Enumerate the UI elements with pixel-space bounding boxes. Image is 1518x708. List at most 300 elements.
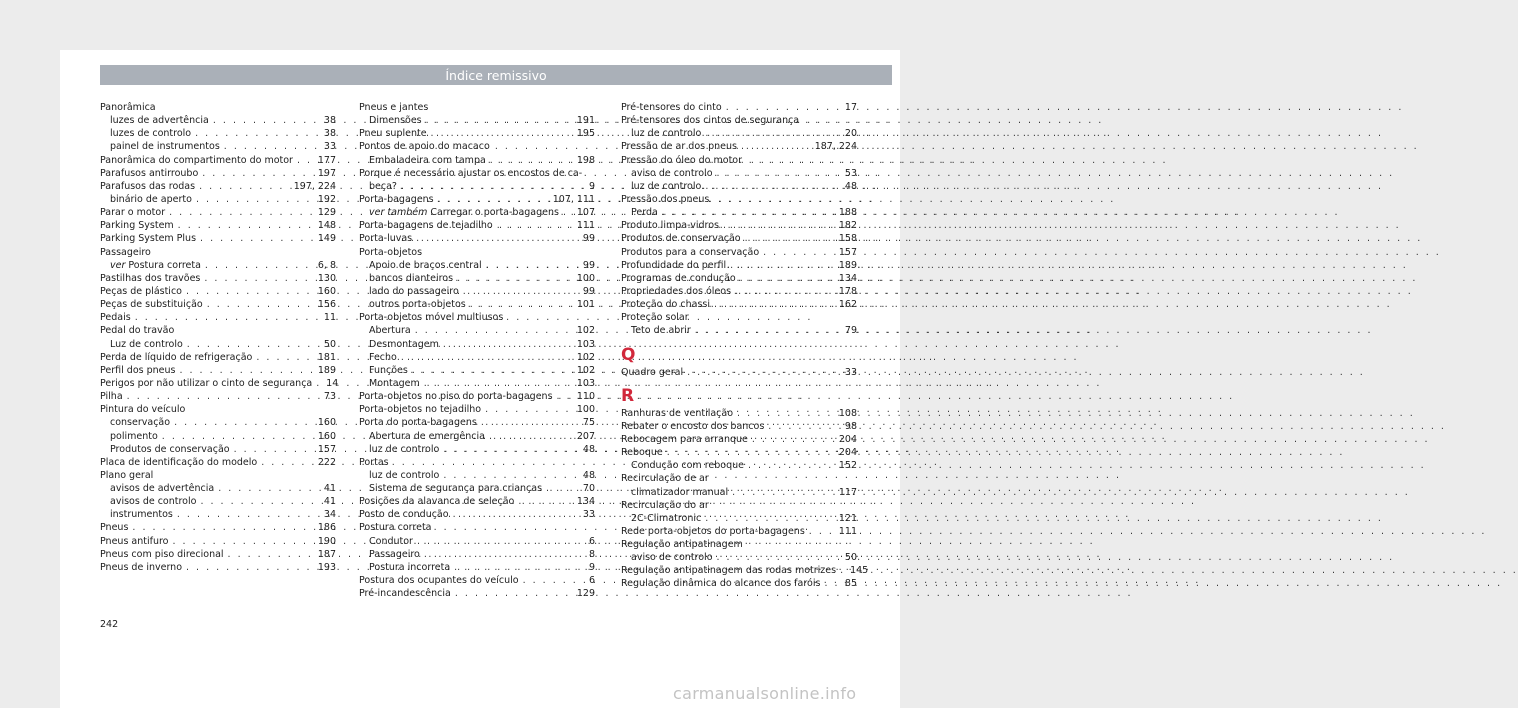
- dot-leader: [316, 377, 322, 390]
- entry-label: [359, 311, 503, 324]
- entry-label: [100, 403, 185, 416]
- entry-text: binário de aperto: [110, 193, 192, 205]
- entry-text: Pneus com piso direcional: [100, 548, 224, 560]
- entry-label: [369, 154, 486, 167]
- entry-text: Ranhuras de ventilação: [621, 407, 734, 419]
- entry-text: Pedais: [100, 312, 131, 324]
- index-subentry: [621, 206, 857, 219]
- dot-leader: [187, 338, 320, 351]
- entry-label: [621, 499, 709, 512]
- entry-page-number: 48: [844, 180, 857, 192]
- index-entry: [621, 154, 857, 167]
- entry-page-number: 186: [317, 522, 336, 534]
- dot-leader: [470, 298, 573, 311]
- entry-label: [621, 366, 683, 379]
- index-subentry: [621, 512, 857, 525]
- entry-text: Pontos de apoio do macaco: [359, 141, 490, 153]
- index-entry: [100, 324, 336, 337]
- entry-label: [369, 561, 450, 574]
- index-subentry: [359, 364, 595, 377]
- index-subentry: [621, 127, 857, 140]
- dot-leader: [497, 219, 573, 232]
- entry-page-number: 162: [838, 299, 857, 311]
- dot-leader: [204, 272, 313, 285]
- index-entry: [621, 101, 857, 114]
- index-entry: [100, 403, 336, 416]
- entry-label: [100, 101, 156, 114]
- index-entry: [100, 469, 336, 482]
- index-entry: [621, 311, 857, 324]
- entry-label: [369, 338, 439, 351]
- entry-page-number: 121: [838, 512, 857, 524]
- entry-page-number: 111: [576, 220, 595, 232]
- entry-page-number: 204: [838, 433, 857, 445]
- index-entry: [621, 499, 857, 512]
- entry-text: 2C-Climatronic: [631, 512, 702, 524]
- index-entry: [100, 535, 336, 548]
- index-subentry: [100, 508, 336, 521]
- dot-leader: [546, 482, 579, 495]
- index-entry: [621, 420, 857, 433]
- entry-page-number: 160: [317, 285, 336, 297]
- entry-text: Peças de plástico: [100, 285, 182, 297]
- index-subentry: [359, 154, 595, 167]
- index-entry: [359, 140, 595, 153]
- entry-text: Pneus de inverno: [100, 561, 183, 573]
- index-entry: [621, 219, 857, 232]
- entry-page-number: 102: [576, 364, 595, 376]
- entry-label: [100, 469, 153, 482]
- entry-page-number: 14: [326, 377, 339, 389]
- entry-text: Rede porta-objetos do porta-bagagens: [621, 525, 805, 537]
- dot-leader: [401, 180, 585, 193]
- dot-leader: [726, 101, 841, 114]
- entry-text: Parafusos das rodas: [100, 180, 196, 192]
- entry-page-number: 207: [576, 430, 595, 442]
- entry-text: Parking System Plus: [100, 233, 197, 245]
- dot-leader: [705, 127, 841, 140]
- entry-page-number: 107: [576, 207, 595, 219]
- entry-text: Sistema de segurança para crianças: [369, 483, 543, 495]
- entry-label: [369, 443, 439, 456]
- index-page: [60, 50, 900, 708]
- dot-leader: [563, 206, 573, 219]
- index-entry: [100, 311, 336, 324]
- entry-label: [100, 521, 128, 534]
- index-subentry: [359, 430, 595, 443]
- entry-label: [110, 114, 209, 127]
- entry-page-number: 181: [317, 351, 336, 363]
- entry-label: [100, 272, 200, 285]
- entry-label: [359, 390, 553, 403]
- entry-label: [631, 127, 701, 140]
- entry-page-number: 48: [582, 443, 595, 455]
- entry-text: Abertura: [369, 325, 411, 337]
- entry-label: [369, 324, 411, 337]
- entry-label: [631, 180, 701, 193]
- entry-label: [359, 232, 412, 245]
- entry-page-number: 99: [582, 259, 595, 271]
- dot-leader: [416, 232, 579, 245]
- index-subentry: [359, 351, 595, 364]
- entry-label: [621, 193, 709, 206]
- entry-text: Porta-objetos móvel multiusos: [359, 312, 504, 324]
- entry-text: Produtos de conservação: [621, 233, 741, 245]
- entry-label: [100, 364, 175, 377]
- index-entry: [621, 564, 869, 577]
- entry-page-number: 149: [317, 233, 336, 245]
- entry-label: [621, 538, 743, 551]
- entry-label: [100, 561, 182, 574]
- entry-text: Pré-incandescência: [359, 588, 451, 600]
- entry-text: Perfil dos pneus: [100, 364, 176, 376]
- entry-page-number: 34: [323, 509, 336, 521]
- entry-page-number: 204: [838, 447, 857, 459]
- index-entry: [621, 246, 857, 259]
- entry-text: Porta-objetos: [359, 246, 423, 258]
- entry-text: Pneus e jantes: [359, 101, 429, 113]
- entry-text: Parar o motor: [100, 207, 166, 219]
- dot-leader: [443, 338, 573, 351]
- dot-leader: [186, 285, 314, 298]
- dot-leader: [667, 446, 835, 459]
- entry-label: [359, 508, 449, 521]
- dot-leader: [195, 127, 320, 140]
- entry-label: [621, 285, 731, 298]
- entry-text: Proteção solar: [621, 312, 689, 324]
- entry-page-number: 157: [838, 246, 857, 258]
- entry-page-number: 102: [576, 351, 595, 363]
- entry-text: aviso de controlo: [631, 552, 713, 564]
- entry-label: [631, 324, 691, 337]
- dot-leader: [424, 377, 573, 390]
- entry-label: [100, 167, 198, 180]
- index-entry: [359, 416, 595, 429]
- entry-label: [110, 140, 220, 153]
- entry-page-number: 134: [838, 272, 857, 284]
- entry-label: [621, 140, 737, 153]
- dot-leader: [723, 219, 835, 232]
- index-subentry: [359, 114, 595, 127]
- index-entry: [100, 206, 336, 219]
- entry-label: [100, 311, 131, 324]
- entry-text: Luz de controlo: [110, 338, 183, 350]
- entry-text: Passageiro: [100, 246, 151, 258]
- entry-label: [631, 167, 713, 180]
- entry-label: [110, 508, 173, 521]
- entry-page-number: 157: [317, 443, 336, 455]
- entry-page-number: 130: [317, 272, 336, 284]
- entry-label: [631, 459, 744, 472]
- index-entry: [621, 446, 857, 459]
- index-subentry: [359, 443, 595, 456]
- entry-text: Pré-tensores dos cintos de segurança: [621, 115, 800, 127]
- index-entry: [621, 433, 857, 446]
- entry-text: luzes de advertência: [110, 115, 209, 127]
- index-subentry: [359, 338, 595, 351]
- entry-label: [100, 456, 257, 469]
- entry-label: [100, 232, 196, 245]
- index-entry: [100, 219, 336, 232]
- entry-page-number: 100: [576, 272, 595, 284]
- entry-label: [100, 351, 252, 364]
- entry-text: Pneus: [100, 522, 129, 534]
- entry-label: [631, 551, 713, 564]
- entry-text: luzes de controlo: [110, 128, 192, 140]
- entry-label: [621, 472, 709, 485]
- entry-text: Postura dos ocupantes do veículo: [359, 575, 519, 587]
- dot-leader: [174, 416, 314, 429]
- index-subentry: [359, 298, 595, 311]
- index-entry: [100, 390, 336, 403]
- entry-text: Regulação antipatinagem das rodas motrizes: [621, 565, 837, 577]
- entry-page-number: 197: [317, 167, 336, 179]
- entry-page-number: 53: [844, 167, 857, 179]
- dot-leader: [485, 403, 573, 416]
- entry-label: [100, 390, 123, 403]
- dot-leader: [714, 298, 835, 311]
- index-subentry: [100, 482, 336, 495]
- entry-page-number: 188: [838, 207, 857, 219]
- dot-leader: [481, 416, 579, 429]
- entry-text: polimento: [110, 430, 158, 442]
- index-subentry: [359, 324, 595, 337]
- entry-text: climatizador manual: [631, 486, 729, 498]
- dot-leader: [127, 390, 320, 403]
- dot-leader: [256, 351, 314, 364]
- entry-page-number: 41: [323, 496, 336, 508]
- entry-page-number: 98: [844, 420, 857, 432]
- entry-text: Montagem: [369, 377, 420, 389]
- index-column-1: [100, 101, 339, 574]
- entry-text: Pedal do travão: [100, 325, 175, 337]
- entry-page-number: 160: [317, 417, 336, 429]
- entry-label: [621, 219, 719, 232]
- entry-label: [100, 206, 165, 219]
- entry-text: Porta-objetos no piso do porta-bagagens: [359, 391, 553, 403]
- dot-leader: [463, 285, 579, 298]
- dot-leader: [415, 324, 573, 337]
- entry-text: Rebater o encosto dos bancos: [621, 420, 765, 432]
- entry-page-number: 191: [576, 115, 595, 127]
- index-entry: [100, 351, 336, 364]
- entry-page-number: 41: [323, 483, 336, 495]
- index-entry: [359, 495, 595, 508]
- dot-leader: [840, 564, 846, 577]
- index-subentry: [100, 338, 336, 351]
- dot-leader: [455, 587, 573, 600]
- entry-page-number: 100: [576, 404, 595, 416]
- entry-page-number: 222: [317, 456, 336, 468]
- dot-leader: [234, 443, 314, 456]
- entry-text: Condutor: [369, 535, 413, 547]
- index-subentry: [621, 551, 857, 564]
- entry-text: Plano geral: [100, 469, 154, 481]
- entry-text: Panorâmica do compartimento do motor: [100, 154, 293, 166]
- dot-leader: [748, 459, 835, 472]
- entry-text: avisos de controlo: [110, 496, 197, 508]
- dot-leader: [486, 259, 579, 272]
- index-subentry: [359, 180, 595, 193]
- dot-leader: [162, 430, 314, 443]
- entry-text: Panorâmica: [100, 101, 156, 113]
- entry-text: Embaladeira com tampa: [369, 154, 486, 166]
- entry-page-number: 110: [576, 391, 595, 403]
- entry-label: [621, 420, 764, 433]
- entry-label: [369, 298, 466, 311]
- entry-page-number: 158: [838, 233, 857, 245]
- dot-leader: [741, 140, 811, 153]
- dot-leader: [717, 551, 841, 564]
- entry-text: Perda de líquido de refrigeração: [100, 351, 253, 363]
- dot-leader: [213, 114, 320, 127]
- index-subentry: [100, 114, 336, 127]
- index-entry: [359, 219, 595, 232]
- entry-text: Parafusos antirroubo: [100, 167, 199, 179]
- entry-label: [369, 180, 397, 193]
- entry-text: Placa de identificação do modelo: [100, 456, 258, 468]
- index-subentry: [621, 324, 857, 337]
- index-column-2: [359, 101, 595, 600]
- entry-text: aviso de controlo: [631, 167, 713, 179]
- entry-label: [359, 127, 427, 140]
- entry-page-number: 9: [588, 561, 595, 573]
- entry-text: Proteção do chassi: [621, 299, 710, 311]
- entry-label: [621, 246, 759, 259]
- entry-text: Pressão do óleo do motor: [621, 154, 743, 166]
- dot-leader: [401, 351, 573, 364]
- entry-page-number: 148: [317, 220, 336, 232]
- index-entry: [621, 193, 857, 206]
- dot-leader: [737, 407, 835, 420]
- dot-leader: [695, 324, 841, 337]
- entry-label: [100, 154, 293, 167]
- dot-leader: [178, 219, 314, 232]
- entry-page-number: 70: [582, 483, 595, 495]
- entry-text: Recirculação de ar: [621, 473, 709, 485]
- entry-label: [359, 495, 514, 508]
- dot-leader: [202, 167, 314, 180]
- dot-leader: [705, 512, 835, 525]
- entry-text: Posto de condução: [359, 509, 449, 521]
- entry-page-number: 111: [838, 525, 857, 537]
- index-subentry: [621, 180, 857, 193]
- entry-page-number: 195: [576, 128, 595, 140]
- entry-text: lado do passageiro: [369, 285, 459, 297]
- entry-text: Postura correta: [125, 259, 201, 271]
- entry-label: [359, 521, 432, 534]
- entry-label: [359, 587, 451, 600]
- entry-page-number: 9: [588, 180, 595, 192]
- index-entry: [100, 180, 336, 193]
- entry-page-number: 11: [323, 312, 336, 324]
- entry-page-number: 33: [582, 509, 595, 521]
- entry-label: [621, 101, 722, 114]
- entry-page-number: 33: [844, 366, 857, 378]
- entry-label: [621, 433, 748, 446]
- index-subentry: [100, 430, 336, 443]
- entry-text: Regulação antipatinagem: [621, 539, 743, 551]
- entry-label: [100, 548, 224, 561]
- entry-page-number: 6: [588, 535, 595, 547]
- entry-page-number: 103: [576, 377, 595, 389]
- entry-text: Rebocagem para arranque: [621, 433, 748, 445]
- index-subentry: [359, 561, 595, 574]
- entry-label: [100, 324, 174, 337]
- entry-text: Propriedades dos óleos: [621, 285, 732, 297]
- entry-page-number: 20: [844, 128, 857, 140]
- entry-text: Regulação dinâmica do alcance dos faróis: [621, 578, 821, 590]
- index-entry: [621, 272, 857, 285]
- cross-reference-prefix: ver: [110, 259, 126, 271]
- entry-label: [110, 430, 158, 443]
- entry-text: Pilha: [100, 391, 123, 403]
- index-entry: [100, 298, 336, 311]
- index-subentry: [359, 482, 595, 495]
- entry-text: Postura incorreta: [369, 561, 451, 573]
- entry-page-number: 108: [838, 407, 857, 419]
- entry-page-number: 192: [317, 193, 336, 205]
- index-subentry: [359, 272, 595, 285]
- index-entry: [100, 272, 336, 285]
- entry-label: [359, 456, 389, 469]
- dot-leader: [135, 311, 320, 324]
- dot-leader: [752, 433, 835, 446]
- entry-label: [631, 512, 701, 525]
- dot-leader: [412, 364, 573, 377]
- entry-label: [621, 114, 799, 127]
- entry-label: [621, 407, 733, 420]
- index-subentry: [359, 535, 595, 548]
- index-entry: [359, 246, 595, 259]
- entry-page-number: 189: [317, 364, 336, 376]
- entry-text: Porque é necessário ajustar os encostos de ca-: [359, 167, 583, 179]
- entry-text: Condução com reboque: [631, 460, 744, 472]
- dot-leader: [735, 285, 835, 298]
- entry-text: beça?: [369, 180, 397, 192]
- entry-text: Peças de substituição: [100, 299, 203, 311]
- dot-leader: [261, 456, 314, 469]
- entry-text: bancos dianteiros: [369, 272, 454, 284]
- entry-text: Perda: [631, 207, 658, 219]
- dot-leader: [662, 206, 835, 219]
- dot-leader: [489, 430, 573, 443]
- dot-leader: [438, 193, 549, 206]
- dot-leader: [173, 535, 314, 548]
- entry-page-number: 8: [588, 548, 595, 560]
- entry-page-number: 197, 224: [293, 180, 336, 192]
- entry-label: [621, 446, 663, 459]
- entry-text: luz de controlo: [631, 180, 702, 192]
- index-entry: [621, 285, 857, 298]
- entry-text: Porta-luvas: [359, 233, 413, 245]
- entry-label: [359, 416, 477, 429]
- dot-leader: [169, 206, 314, 219]
- entry-page-number: 79: [844, 325, 857, 337]
- index-entry: [621, 407, 857, 420]
- index-subentry: [100, 140, 336, 153]
- dot-leader: [768, 420, 841, 433]
- entry-page-number: 103: [576, 338, 595, 350]
- entry-label: [100, 180, 195, 193]
- entry-text: Profundidade do perfil: [621, 259, 727, 271]
- entry-text: Programas de condução: [621, 272, 736, 284]
- dot-leader: [717, 167, 841, 180]
- entry-page-number: 156: [317, 299, 336, 311]
- dot-leader: [453, 508, 579, 521]
- index-entry: [359, 403, 595, 416]
- entry-text: Produto limpa-vidros: [621, 220, 719, 232]
